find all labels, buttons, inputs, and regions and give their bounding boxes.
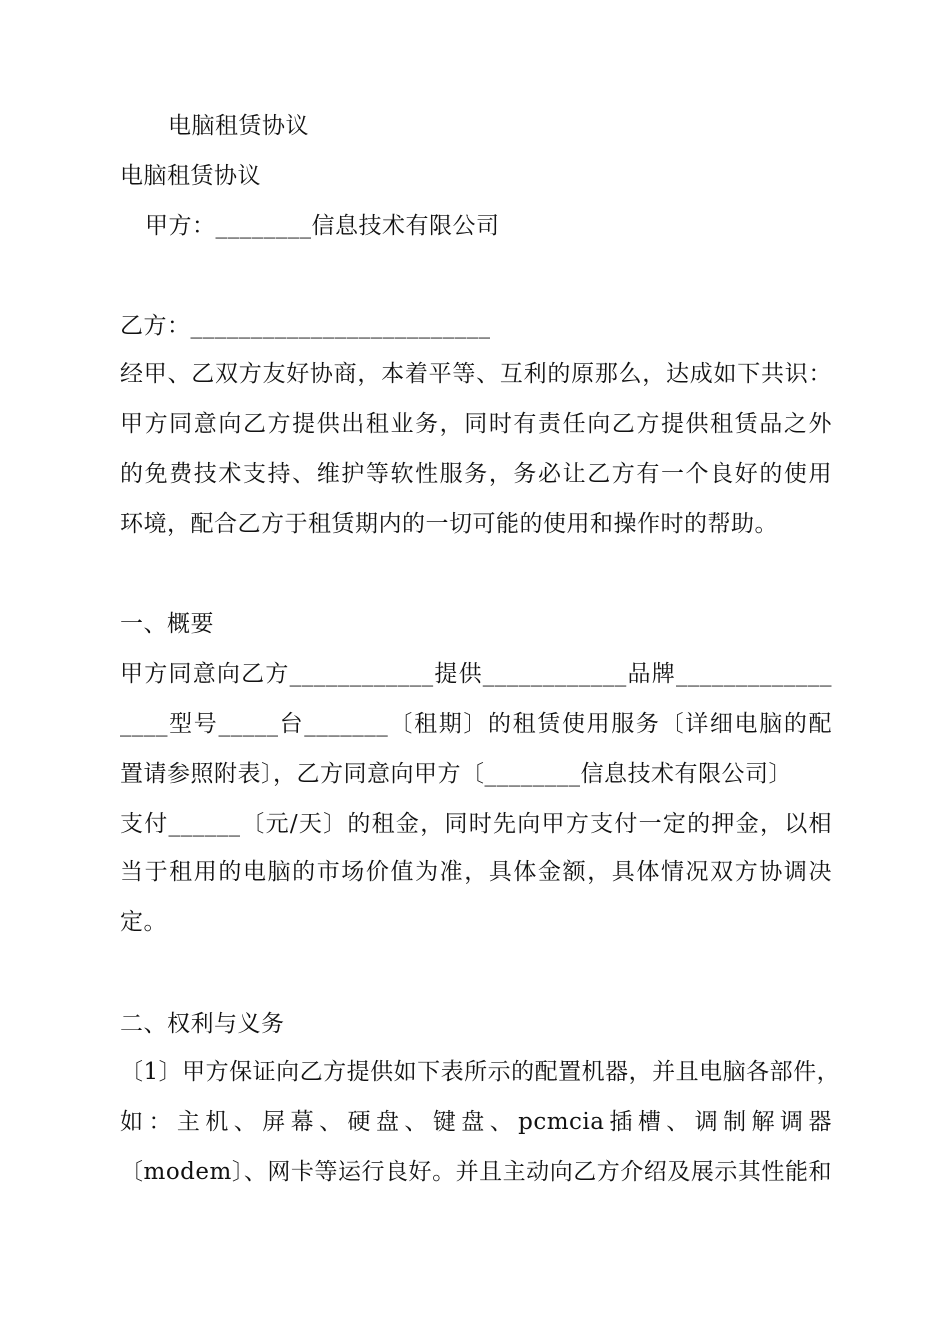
intro-paragraph-line: 环境，配合乙方于租赁期内的一切可能的使用和操作时的帮助。 xyxy=(120,511,778,537)
section-2-line: 〔modem〕、网卡等运行良好。并且主动向乙方介绍及展示其性能和 xyxy=(120,1159,832,1185)
section-1-line: 置请参照附表〕，乙方同意向甲方〔________信息技术有限公司〕 xyxy=(120,761,792,787)
section-1-heading: 一、概要 xyxy=(120,611,214,637)
section-2-line: 〔1〕甲方保证向乙方提供如下表所示的配置机器，并且电脑各部件， xyxy=(120,1059,841,1085)
section-1-line: ____型号_____台_______〔租期〕的租赁使用服务〔详细电脑的配 xyxy=(120,711,832,737)
section-1-line: 支付______〔元/天〕的租金，同时先向甲方支付一定的押金，以相 xyxy=(120,811,832,837)
party-b-line: 乙方：_________________________ xyxy=(120,313,491,339)
section-2-heading: 二、权利与义务 xyxy=(120,1011,285,1037)
section-2-line: 如：主机、屏幕、硬盘、键盘、pcmcia插槽、调制解调器 xyxy=(120,1109,832,1135)
section-1-line: 当于租用的电脑的市场价值为准，具体金额，具体情况双方协调决 xyxy=(120,859,832,885)
party-a-line: 甲方：________信息技术有限公司 xyxy=(145,213,500,239)
section-1-line: 定。 xyxy=(120,909,167,935)
intro-paragraph-line: 的免费技术支持、维护等软性服务，务必让乙方有一个良好的使用 xyxy=(120,461,832,487)
section-1-line: 甲方同意向乙方____________提供____________品牌_____________ xyxy=(120,661,832,687)
intro-paragraph-line: 经甲、乙双方友好协商，本着平等、互利的原那么，达成如下共识： xyxy=(120,361,832,387)
intro-paragraph-line: 甲方同意向乙方提供出租业务，同时有责任向乙方提供租赁品之外 xyxy=(120,411,832,437)
header-title: 电脑租赁协议 xyxy=(168,113,309,139)
document-title: 电脑租赁协议 xyxy=(120,163,261,189)
